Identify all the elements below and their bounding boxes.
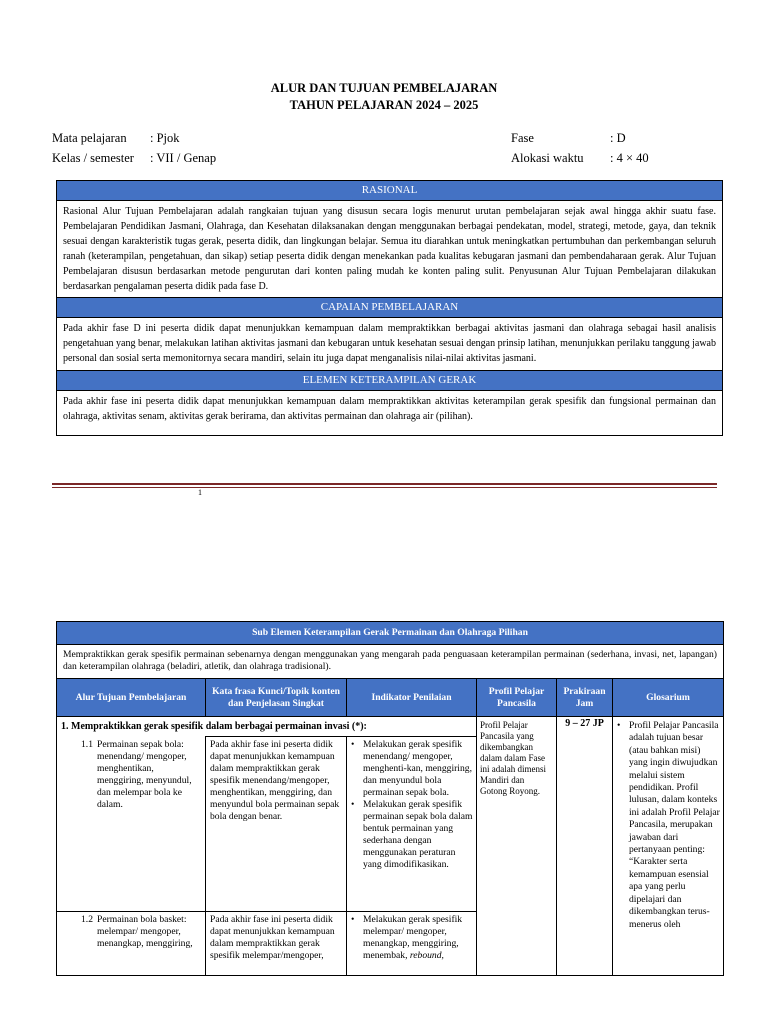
class-value: : VII / Genap [150, 151, 217, 165]
indikator-text: Melakukan gerak spesifik melempar/ mengoper, menangkap, menggiring, menembak, [363, 914, 463, 961]
item-number: 1.2 [81, 914, 93, 925]
capaian-text: Pada akhir fase D ini peserta didik dapat menunjukkan kemampuan dalam mempraktikkan berbagai aktivitas jasmani dan olahraga sebagai hasil analisis pengetahuan yang benar, melakukan latihan aktivitas jasmani dan kebugaran untuk kesehatan sesuai dengan prinsip latihan, menunjukkan perilaku tanggung jawab personal dan sosial serta memonitornya secara mandiri, selain itu juga dapat menganalisis nilai-nilai aktivitas jasmani. [57, 318, 722, 371]
kata-cell: Pada akhir fase ini peserta didik dapat menunjukkan kemampuan dalam mempraktikkan gerak spesifik menendang/mengoper, menghentikan, menggiring, dan menyundul bola permainan sepak bola dengan benar. [206, 737, 347, 912]
profil-cell: Profil Pelajar Pancasila yang dikembangkan dalam dalam Fase ini adalah dimensi Mandiri dan Gotong Royong. [477, 717, 557, 976]
sub-element-heading: Sub Elemen Keterampilan Gerak Permainan dan Olahraga Pilihan [57, 622, 724, 645]
time-value: : 4 × 40 [610, 151, 649, 165]
col-header-glosarium: Glosarium [613, 679, 724, 717]
col-header-indikator: Indikator Penilaian [347, 679, 477, 717]
subject-label: Mata pelajaran [52, 131, 127, 145]
alur-text: Permainan sepak bola: menendang/ mengoper, menghentikan, menggiring, menyundul, dan melempar bola ke dalam. [97, 738, 192, 810]
prakiraan-cell: 9 – 27 JP [557, 717, 613, 976]
alur-cell [57, 737, 206, 912]
capaian-heading: CAPAIAN PEMBELAJARAN [57, 298, 722, 318]
elemen-heading: ELEMEN KETERAMPILAN GERAK [57, 371, 722, 391]
elemen-text: Pada akhir fase ini peserta didik dapat menunjukkan kemampuan dalam mempraktikkan aktivitas keterampilan gerak spesifik dan fungsional permainan dan olahraga, aktivitas senam, aktivitas gerak berirama, dan aktivitas permainan dan olahraga air (pilihan). [63, 396, 716, 423]
indikator-item [349, 914, 474, 962]
indikator-item: • Melakukan gerak spesifik permainan sepak bola dalam bentuk permainan yang sederhana dengan menggunakan peraturan yang dimodifikasikan. [349, 799, 474, 871]
page-number: 1 [198, 488, 202, 497]
indikator-item: • Melakukan gerak spesifik menendang/ mengoper, menghenti-kan, menggiring, dan menyundul bola permainan sepak bola. [349, 739, 474, 799]
phase-value: : D [610, 131, 626, 145]
document-title: ALUR DAN TUJUAN PEMBELAJARAN [270, 81, 498, 95]
footer-rule-thin [52, 487, 717, 488]
document-subtitle: TAHUN PELAJARAN 2024 – 2025 [289, 98, 479, 112]
col-header-alur: Alur Tujuan Pembelajaran [57, 679, 206, 717]
alur-text: Permainan bola basket: melempar/ mengoper, menangkap, menggiring, [97, 914, 193, 949]
time-label: Alokasi waktu [511, 151, 584, 165]
footer-rule-thick [52, 483, 717, 485]
col-header-profil: Profil Pelajar Pancasila [477, 679, 557, 717]
glosarium-cell [613, 717, 724, 976]
indikator-cell [347, 912, 477, 976]
item-number: 1.1 [81, 738, 93, 750]
kata-cell: Pada akhir fase ini peserta didik dapat menunjukkan kemampuan dalam mempraktikkan gerak spesifik melempar/mengoper, [206, 912, 347, 976]
glosarium-item: • Profil Pelajar Pancasila adalah tujuan besar (atau bahkan misi) yang ingin diwujudkan melalui sistem pendidikan. Profil lulusan, dalam konteks ini adalah Profil Pelajar Pancasila, merupakan jawaban dari pertanyaan penting: “Karakter serta kemampuan esensial apa yang perlu dipelajari dan dikembangkan terus-menerus oleh [615, 720, 721, 931]
learning-objectives-table [56, 621, 723, 976]
col-header-kata: Kata frasa Kunci/Topik konten dan Penjelasan Singkat [206, 679, 347, 717]
rationale-box [56, 180, 723, 436]
subject-value: : Pjok [150, 131, 180, 145]
indikator-italic-term: rebound, [409, 950, 444, 961]
sub-element-description: Mempraktikkan gerak spesifik permainan sebenarnya dengan menggunakan yang mengarah pada penguasaan keterampilan permainan (sederhana, invasi, net, lapangan) dan keterampilan olahraga (beladiri, atletik, dan olahraga tradisional). [57, 645, 724, 679]
alur-cell [57, 912, 206, 976]
indikator-cell [347, 737, 477, 912]
class-label: Kelas / semester [52, 151, 134, 165]
section-heading: 1. Mempraktikkan gerak spesifik dalam berbagai permainan invasi (*): [57, 717, 477, 737]
rasional-heading: RASIONAL [57, 181, 722, 201]
rasional-text: Rasional Alur Tujuan Pembelajaran adalah rangkaian tujuan yang disusun secara logis menurut urutan pembelajaran sejak awal hingga akhir suatu fase. Pembelajaran Pendidikan Jasmani, Olahraga, dan Kesehatan dilaksanakan dengan menggunakan berbagai pendekatan, model, strategi, metode, gaya, dan teknik sesuai dengan karakteristik tugas gerak, peserta didik, dan lingkungan belajar. Semua itu diarahkan untuk meningkatkan pertumbuhan dan perkembangan seluruh ranah (keterampilan, pengetahuan, dan sikap) setiap peserta didik dengan menekankan pada kualitas kebugaran jasmani dan pembendaharaan gerak. Alur Tujuan Pembelajaran disusun berdasarkan metode pengurutan dari konten paling mudah ke konten paling sulit. Penyusunan Alur Tujuan Pembelajaran dilakukan berdasarkan pengalaman peserta didik pada fase D. [57, 201, 722, 298]
phase-label: Fase [511, 131, 534, 145]
col-header-prakiraan: Prakiraan Jam [557, 679, 613, 717]
